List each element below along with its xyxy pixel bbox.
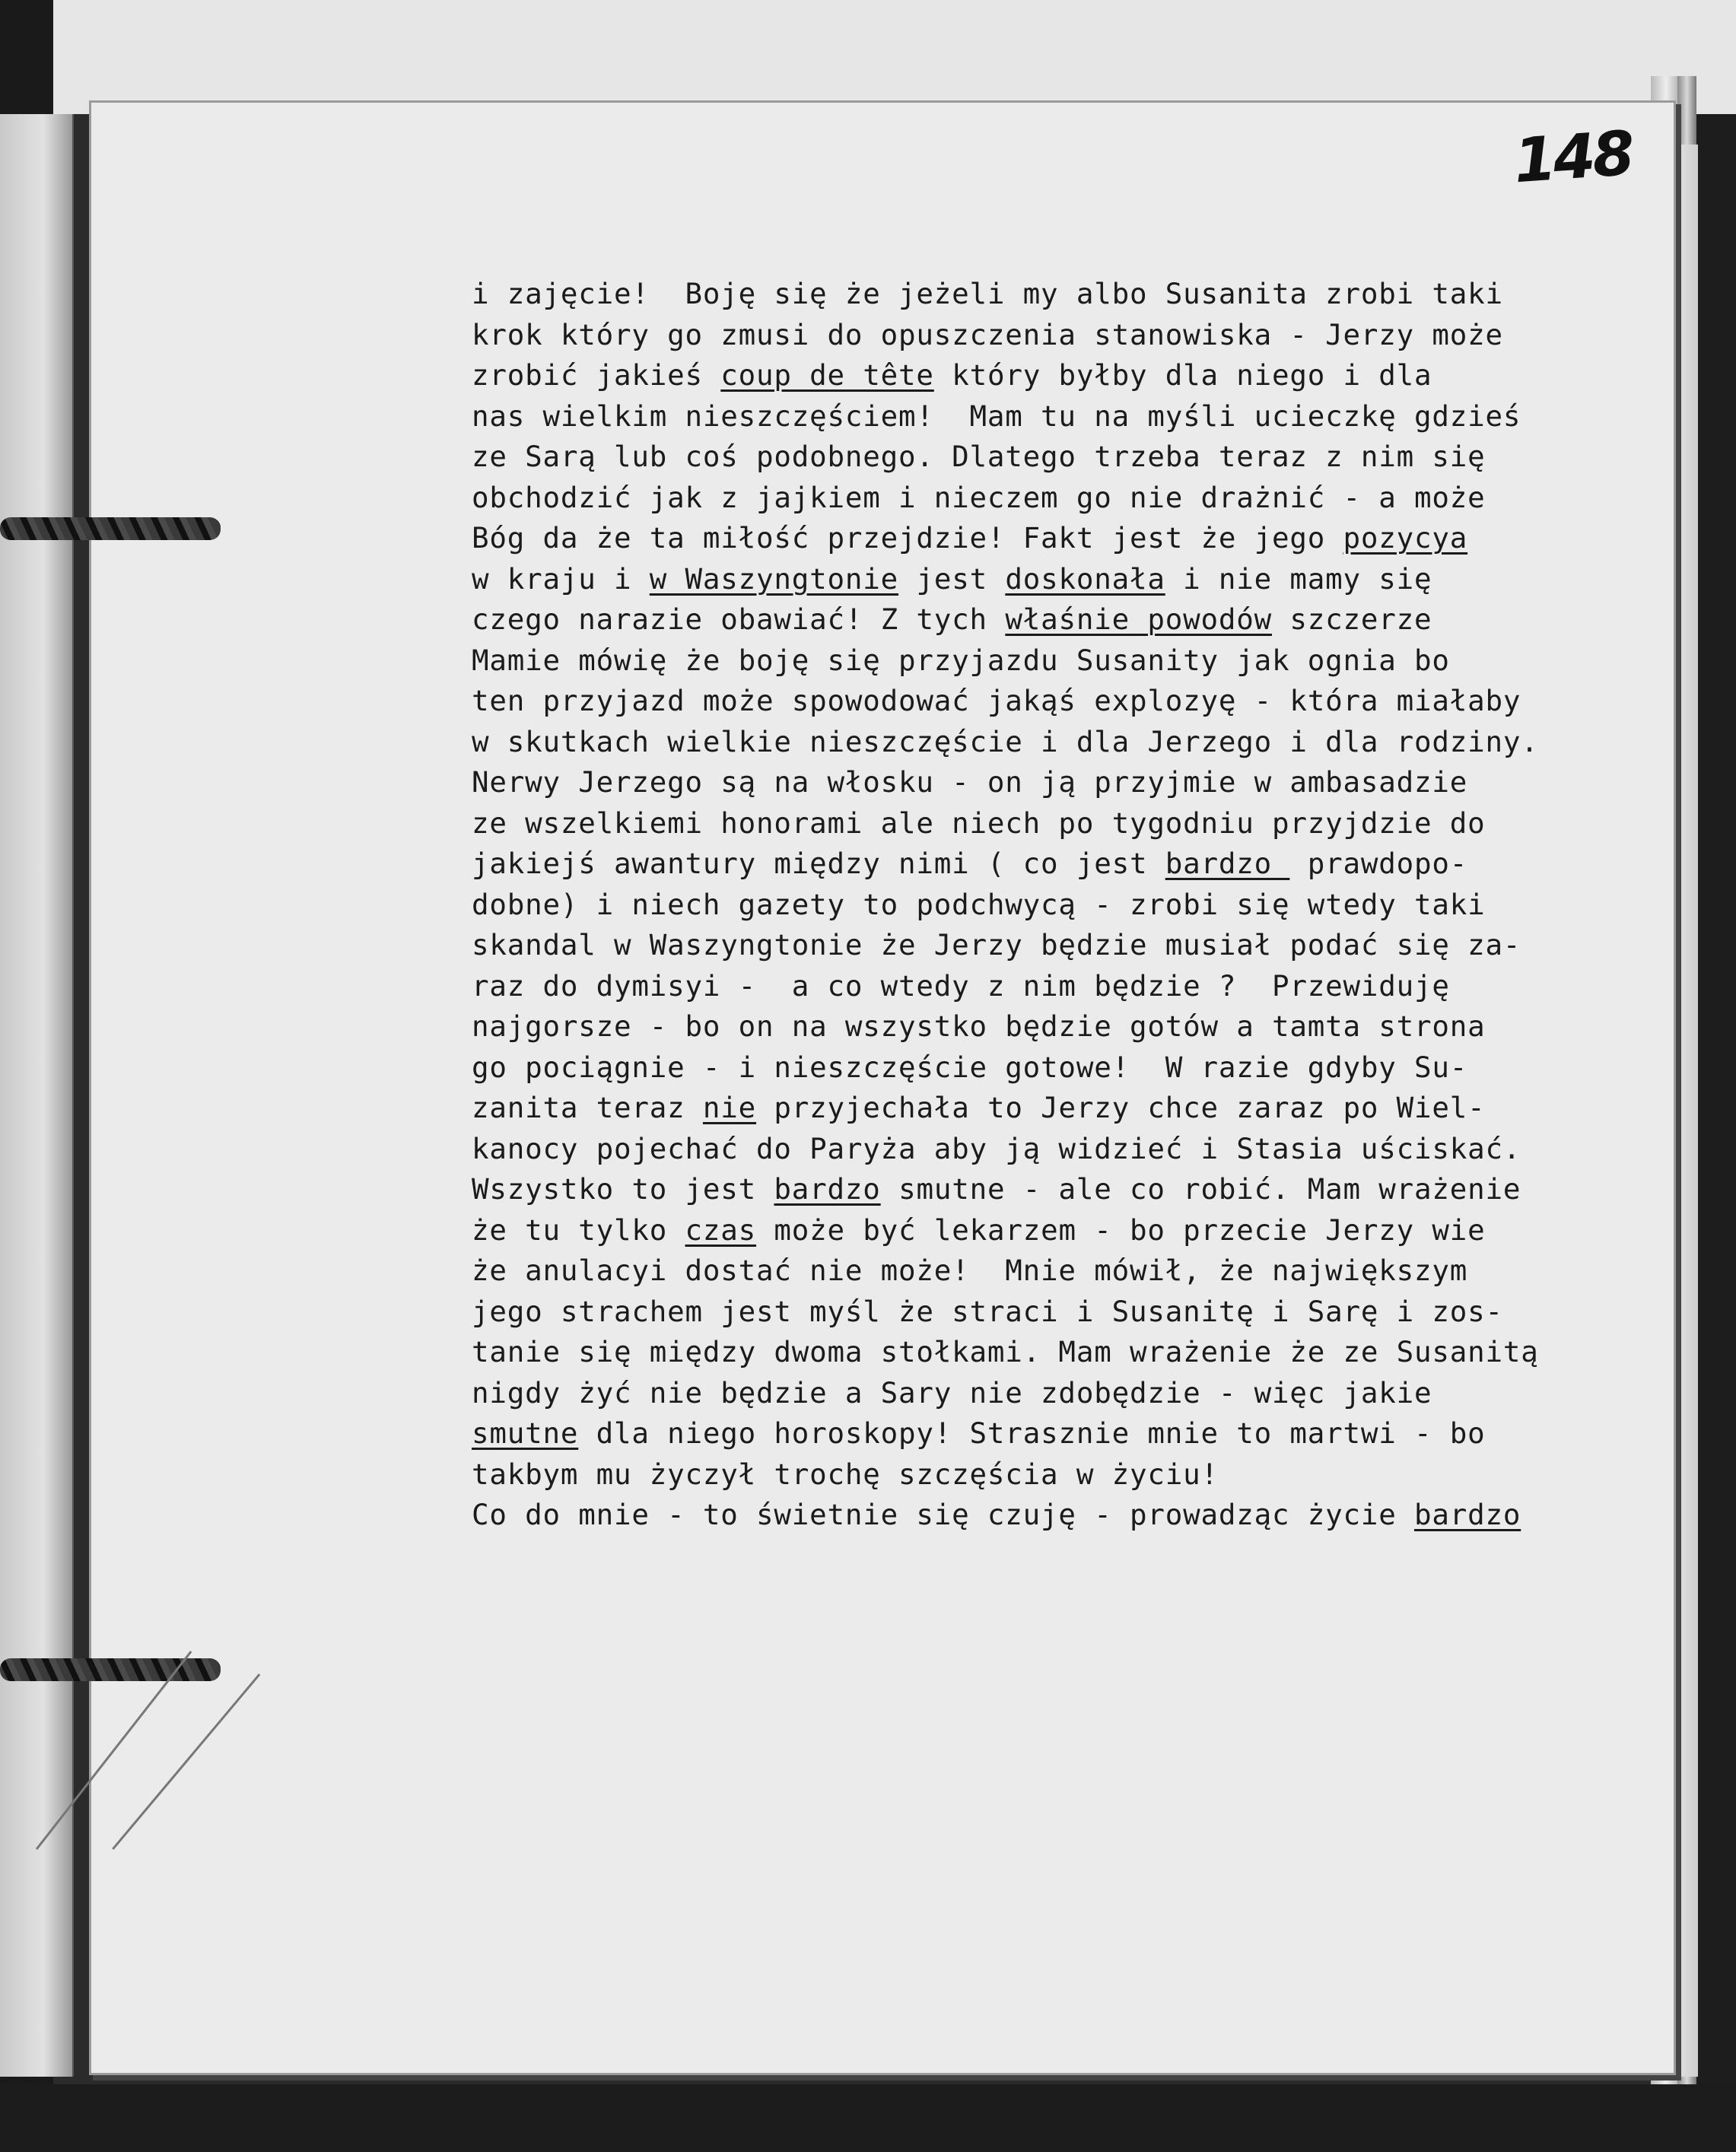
page-number: 148 — [1511, 117, 1635, 197]
underlined-word: właśnie powodów — [1005, 602, 1272, 636]
binder-string-bottom — [0, 1658, 221, 1681]
underlined-word: w Waszyngtonie — [649, 561, 899, 596]
text-line — [472, 1495, 1643, 1536]
text-line — [472, 1413, 1643, 1454]
text-line — [472, 681, 1643, 722]
text-segment: raz do dymisyi - a co wtedy z nim będzie ? Przewiduję — [472, 968, 1450, 1003]
text-line — [472, 1129, 1643, 1170]
text-line — [472, 641, 1643, 682]
text-line — [472, 966, 1643, 1007]
letter-body — [472, 274, 1643, 1536]
text-segment: Co do mnie - to świetnie się czuję - prowadząc życie — [472, 1498, 1414, 1531]
binder-string-top — [0, 517, 221, 540]
text-segment: Nerwy Jerzego są na włosku - on ją przyjmie w ambasadzie — [472, 765, 1468, 799]
text-line — [472, 1373, 1643, 1414]
text-line — [472, 1006, 1643, 1047]
underlined-word: coup de tête — [720, 358, 934, 392]
text-segment: ten przyjazd może spowodować jakąś explozyę - która miałaby — [472, 684, 1521, 717]
text-segment: i nie mamy się — [1165, 561, 1432, 596]
text-line — [472, 1088, 1643, 1129]
text-segment: jest — [898, 561, 1006, 596]
text-line — [472, 1210, 1643, 1251]
text-segment: że anulacyi dostać nie może! Mnie mówił, że największym — [472, 1254, 1468, 1287]
left-page-stack — [0, 114, 74, 2077]
text-segment: szczerze — [1271, 602, 1432, 636]
text-segment: czego narazie obawiać! Z tych — [472, 602, 1006, 636]
text-line — [472, 1047, 1643, 1089]
text-segment: tanie się między dwoma stołkami. Mam wrażenie że ze Susanitą — [472, 1335, 1539, 1368]
underlined-word: pozycya — [1343, 521, 1468, 555]
text-line — [472, 559, 1643, 600]
text-line — [472, 274, 1643, 315]
text-segment: dobne) i niech gazety to podchwycą - zrobi się wtedy taki — [472, 887, 1486, 921]
underlined-word: bardzo — [1413, 1498, 1521, 1531]
text-line — [472, 762, 1643, 803]
text-line — [472, 396, 1643, 437]
text-segment: go pociągnie - i nieszczęście gotowe! W razie gdyby Su- — [472, 1050, 1468, 1084]
text-line — [472, 1292, 1643, 1333]
text-segment: Bóg da że ta miłość przejdzie! Fakt jest że jego — [472, 521, 1343, 555]
text-line — [472, 722, 1643, 763]
text-line — [472, 1169, 1643, 1210]
text-segment: ze Sarą lub coś podobnego. Dlatego trzeba teraz z nim się — [472, 440, 1486, 473]
text-line — [472, 1454, 1643, 1496]
text-segment: smutne - ale co robić. Mam wrażenie — [880, 1172, 1521, 1206]
text-line — [472, 518, 1643, 559]
underlined-word: doskonała — [1005, 561, 1165, 596]
text-line — [472, 1251, 1643, 1292]
underlined-word: smutne — [472, 1416, 579, 1450]
text-segment: krok który go zmusi do opuszczenia stanowiska - Jerzy może — [472, 317, 1503, 351]
text-segment: w skutkach wielkie nieszczęście i dla Jerzego i dla rodziny. — [472, 724, 1539, 758]
text-segment: zrobić jakieś — [472, 358, 721, 392]
underlined-word: bardzo — [1165, 847, 1290, 880]
text-segment: ze wszelkiemi honorami ale niech po tygodniu przyjdzie do — [472, 806, 1486, 840]
text-line — [472, 925, 1643, 966]
text-segment: nigdy żyć nie będzie a Sary nie zdobędzie - więc jakie — [472, 1375, 1432, 1410]
text-line — [472, 437, 1643, 478]
underlined-word: nie — [702, 1091, 757, 1124]
underlined-word: czas — [685, 1213, 757, 1247]
text-segment: w kraju i — [472, 561, 650, 596]
text-segment: jego strachem jest myśl że straci i Susanitę i Sarę i zos- — [472, 1294, 1503, 1328]
text-segment: nas wielkim nieszczęściem! Mam tu na myśli ucieczkę gdzieś — [472, 399, 1521, 433]
text-segment: może być lekarzem - bo przecie Jerzy wie — [756, 1213, 1486, 1247]
background-bottom — [0, 2084, 1736, 2152]
text-segment: takbym mu życzył trochę szczęścia w życiu! — [472, 1457, 1219, 1491]
text-segment: dla niego horoskopy! Strasznie mnie to martwi - bo — [578, 1416, 1486, 1450]
text-line — [472, 478, 1643, 519]
text-line — [472, 844, 1643, 885]
underlined-word: bardzo — [774, 1172, 881, 1206]
text-segment: skandal w Waszyngtonie że Jerzy będzie musiał podać się za- — [472, 928, 1521, 962]
text-line — [472, 355, 1643, 396]
text-line — [472, 315, 1643, 356]
text-segment: i zajęcie! Boję się że jeżeli my albo Susanita zrobi taki — [472, 277, 1503, 310]
text-segment: zanita teraz — [472, 1091, 703, 1124]
text-segment: przyjechała to Jerzy chce zaraz po Wiel- — [756, 1091, 1486, 1124]
text-line — [472, 599, 1643, 641]
text-line — [472, 803, 1643, 844]
text-segment: który byłby dla niego i dla — [933, 358, 1432, 392]
text-line — [472, 885, 1643, 926]
text-segment: obchodzić jak z jajkiem i nieczem go nie drażnić - a może — [472, 480, 1486, 514]
background-top — [0, 0, 1736, 114]
background-right — [1696, 114, 1736, 2152]
text-line — [472, 1332, 1643, 1373]
text-segment: Wszystko to jest — [472, 1172, 774, 1206]
text-segment: jakiejś awantury między nimi ( co jest — [472, 847, 1165, 880]
text-segment: prawdopo- — [1289, 847, 1468, 880]
text-segment: że tu tylko — [472, 1213, 685, 1247]
text-segment: kanocy pojechać do Paryża aby ją widzieć i Stasia uściskać. — [472, 1131, 1521, 1165]
text-segment: Mamie mówię że boję się przyjazdu Susanity jak ognia bo — [472, 643, 1450, 677]
text-segment: najgorsze - bo on na wszystko będzie gotów a tamta strona — [472, 1009, 1486, 1043]
